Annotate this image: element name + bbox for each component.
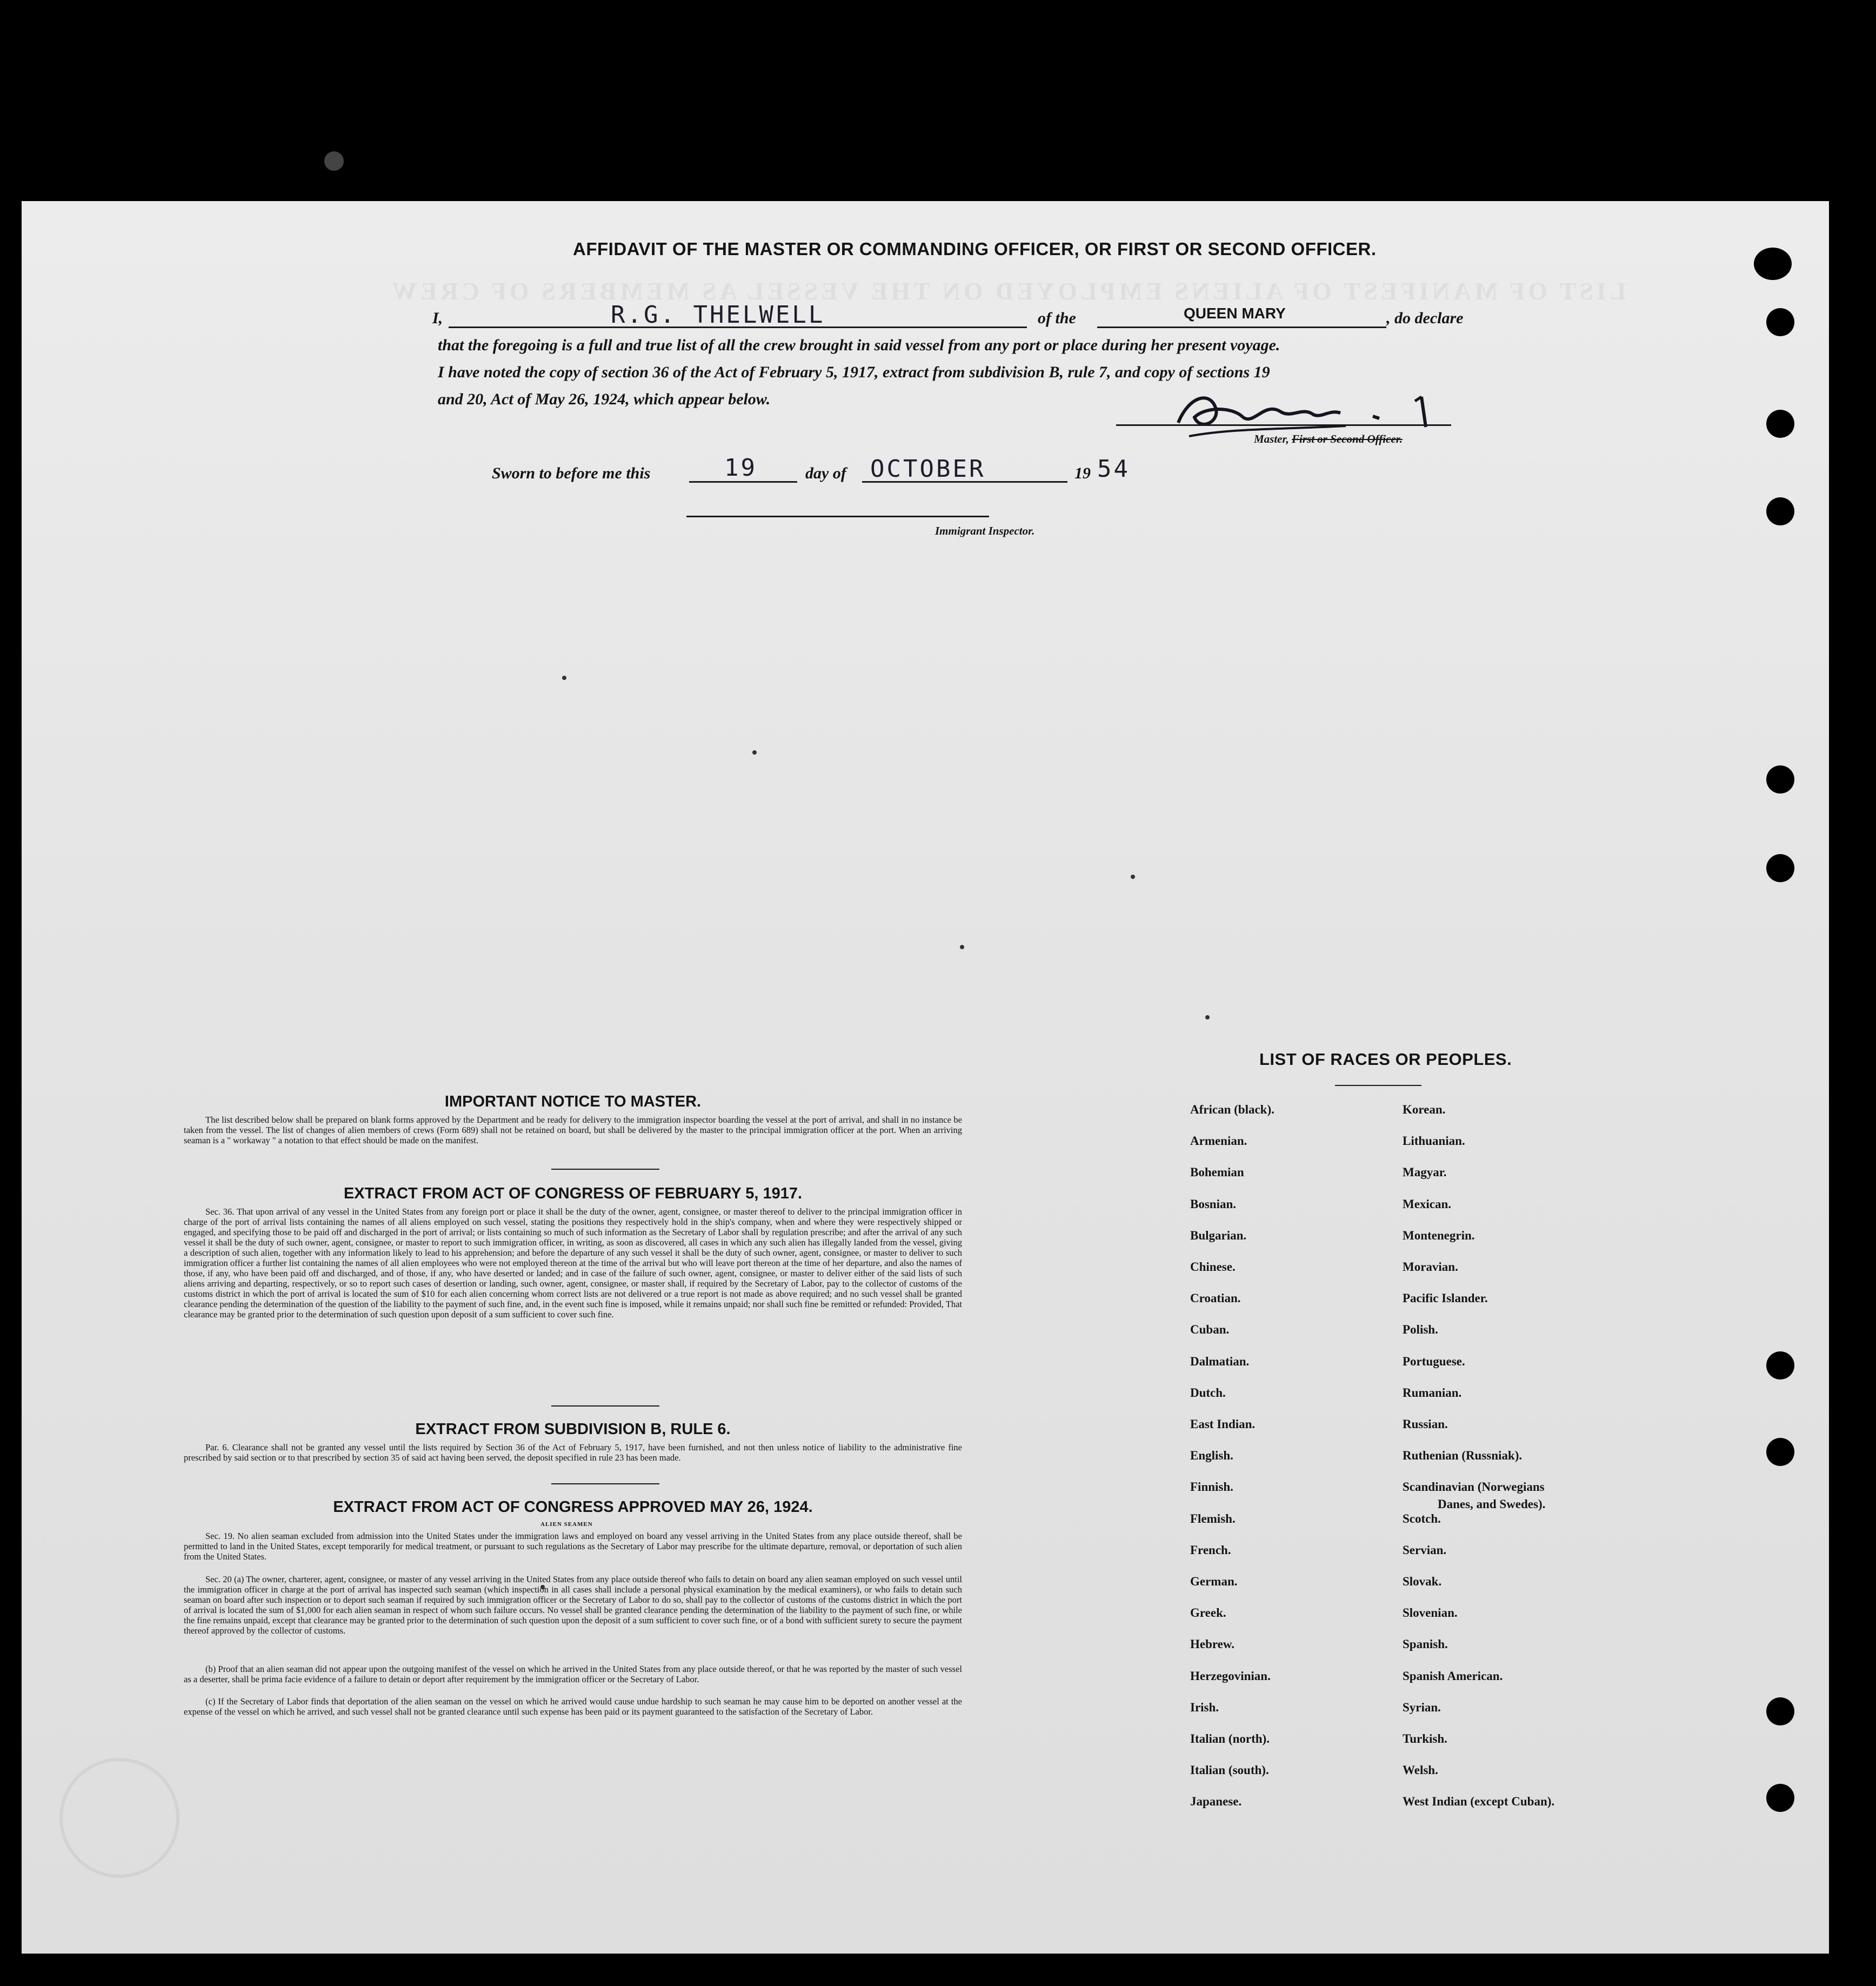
race-item: Portuguese.: [1403, 1354, 1465, 1368]
race-item: Spanish American.: [1403, 1669, 1503, 1683]
sworn-label: Sworn to before me this: [492, 464, 651, 482]
binder-hole: [1766, 854, 1794, 882]
race-item: Bohemian: [1190, 1165, 1244, 1179]
vessel-name-line: [1097, 326, 1386, 328]
scanner-dust-mark: [324, 151, 344, 171]
binder-hole: [1766, 308, 1794, 336]
extract-1924-heading: EXTRACT FROM ACT OF CONGRESS APPROVED MAY 26, 1924.: [333, 1498, 813, 1516]
race-item: East Indian.: [1190, 1417, 1256, 1431]
race-item: Cuban.: [1190, 1323, 1230, 1337]
race-item: Ruthenian (Russniak).: [1403, 1449, 1523, 1463]
race-item: Lithuanian.: [1403, 1134, 1465, 1148]
rule-6-heading: EXTRACT FROM SUBDIVISION B, RULE 6.: [415, 1421, 731, 1438]
race-item: Bulgarian.: [1190, 1228, 1247, 1242]
affidavit-line-4: and 20, Act of May 26, 1924, which appear below.: [438, 390, 771, 408]
binder-hole: [1766, 765, 1794, 794]
sworn-day-of: day of: [805, 464, 846, 482]
race-item: Moravian.: [1403, 1260, 1458, 1274]
race-item: Polish.: [1403, 1323, 1438, 1337]
race-item: Greek.: [1190, 1606, 1226, 1620]
race-item: Croatian.: [1190, 1291, 1241, 1305]
race-item: Bosnian.: [1190, 1197, 1237, 1211]
vessel-name: QUEEN MARY: [1184, 305, 1286, 322]
race-item: Japanese.: [1190, 1795, 1242, 1809]
sworn-month: OCTOBER: [870, 455, 986, 483]
alien-seamen-subheading: ALIEN SEAMEN: [540, 1521, 593, 1528]
race-item: Scandinavian (Norwegians: [1403, 1480, 1545, 1494]
stray-mark: [1131, 875, 1135, 879]
signature-line: [1116, 424, 1451, 426]
affidavit-heading: AFFIDAVIT OF THE MASTER OR COMMANDING OFFICER, OR FIRST OR SECOND OFFICER.: [573, 239, 1377, 259]
manifest-page: [22, 201, 1829, 1954]
separator: [551, 1169, 659, 1170]
sworn-day: 19: [724, 454, 757, 482]
race-item: Servian.: [1403, 1543, 1447, 1557]
race-item: Herzegovinian.: [1190, 1669, 1271, 1683]
race-item: Armenian.: [1190, 1134, 1247, 1148]
embossed-seal: [59, 1758, 179, 1878]
race-item: Finnish.: [1190, 1480, 1233, 1494]
binder-hole: [1766, 497, 1794, 525]
binder-hole: [1754, 248, 1792, 280]
race-item: Pacific Islander.: [1403, 1291, 1488, 1305]
races-heading-rule: [1335, 1085, 1421, 1086]
race-item: Korean.: [1403, 1103, 1446, 1116]
stray-mark: [562, 676, 566, 680]
race-item: English.: [1190, 1449, 1233, 1463]
sec-20c-text: (c) If the Secretary of Labor finds that deportation of the alien seaman on the vessel on which he arrived would cause undue hardship to such seaman he may cause him to be deported on another vessel at the expense of the vessel on which he arrived, and such vessel shall not be granted clearance until such expense has been paid or its payment guaranteed to the satisfaction of the Secretary of Labor.: [184, 1696, 962, 1717]
sworn-year-suffix: 54: [1097, 455, 1130, 483]
race-item: Russian.: [1403, 1417, 1448, 1431]
caption-struck-officer: First or Second Officer.: [1292, 432, 1403, 445]
race-item: German.: [1190, 1575, 1238, 1588]
race-item: Welsh.: [1403, 1763, 1438, 1777]
binder-hole: [1766, 1351, 1794, 1379]
race-item: Spanish.: [1403, 1637, 1448, 1651]
race-item: French.: [1190, 1543, 1231, 1557]
extract-1917-heading: EXTRACT FROM ACT OF CONGRESS OF FEBRUARY 5, 1917.: [343, 1185, 803, 1202]
binder-hole: [1766, 1697, 1794, 1725]
stray-mark: [752, 750, 757, 755]
races-heading: LIST OF RACES OR PEOPLES.: [1259, 1050, 1512, 1069]
race-item: Dalmatian.: [1190, 1354, 1250, 1368]
race-item: Turkish.: [1403, 1732, 1447, 1745]
race-item: Mexican.: [1403, 1197, 1452, 1211]
race-item: Montenegrin.: [1403, 1228, 1475, 1242]
binder-hole: [1766, 1438, 1794, 1466]
race-item: Rumanian.: [1403, 1385, 1462, 1399]
race-item: Italian (north).: [1190, 1732, 1270, 1745]
sec-20a-text: Sec. 20 (a) The owner, charterer, agent, consignee, or master of any vessel arriving in the United States from any place outside thereof who fails to detain on board any alien seaman employed on such vessel until the immigration officer in charge at the port of arrival has inspected such seaman (which inspection in all cases shall include a personal physical examination by the medical examiners), or who fails to detain such seaman on board after such inspection or to deport such seaman if required by such immigration officer or the Secretary of Labor to do so, shall pay to the collector of customs of the customs district in which the port of arrival is located the sum of $1,000 for each alien seaman in respect of whom such failure occurs. No vessel shall be granted clearance pending the determination of the liability to the payment of such fine, or while the fine remains unpaid, except that clearance may be granted prior to the determination of such question upon the deposit of a sum sufficient to cover such fine, or of a bond with sufficient surety to secure the payment thereof approved by the collector of customs.: [184, 1574, 962, 1636]
race-item: Flemish.: [1190, 1511, 1236, 1525]
notice-text: The list described below shall be prepared on blank forms approved by the Department and be ready for delivery to the immigration inspector boarding the vessel at the port of arrival, and shall in no instance be taken from the vessel. The list of changes of alien members of crews (Form 689) shall not be retained on board, but shall be delivered by the master to the principal immigration officer at the port. When an arriving seaman is a " workaway " a notation to that effect should be made on the manifest.: [184, 1115, 962, 1145]
stray-mark: [1205, 1015, 1210, 1019]
binder-hole: [1766, 1784, 1794, 1812]
race-item: Slovak.: [1403, 1575, 1442, 1588]
sec-20b-text: (b) Proof that an alien seaman did not appear upon the outgoing manifest of the vessel on which he arrived in the United States from any place outside thereof, or that he was reported by the master of such vessel as a deserter, shall be prima facie evidence of a failure to detain or deport after requirement by the immigration officer or the Secretary of Labor.: [184, 1664, 962, 1684]
race-item: Irish.: [1190, 1700, 1219, 1714]
affidavit-i-label: I,: [432, 309, 443, 327]
race-continuation: Danes, and Swedes).: [1438, 1497, 1546, 1511]
affidavit-of-the: of the: [1038, 309, 1076, 327]
separator: [551, 1483, 659, 1484]
race-item: Magyar.: [1403, 1165, 1447, 1179]
signature-caption: [1254, 432, 1403, 446]
sec-19-text: Sec. 19. No alien seaman excluded from admission into the United States under the immigration laws and employed on board any vessel arriving in the United States from any place outside thereof, shall be permitted to land in the United States, except temporarily for medical treatment, or pursuant to such regulations as the Secretary of Labor may prescribe for the ultimate departure, removal, or deportation of such alien from the United States.: [184, 1531, 962, 1562]
race-item: Dutch.: [1190, 1385, 1226, 1399]
binder-hole: [1766, 410, 1794, 438]
affidavit-line-3: I have noted the copy of section 36 of the Act of February 5, 1917, extract from subdivision B, rule 7, and copy of sections 19: [438, 363, 1270, 381]
race-item: Slovenian.: [1403, 1606, 1458, 1620]
race-item: Italian (south).: [1190, 1763, 1269, 1777]
notice-heading: IMPORTANT NOTICE TO MASTER.: [444, 1093, 702, 1110]
race-item: West Indian (except Cuban).: [1403, 1795, 1555, 1809]
separator: [551, 1405, 659, 1407]
affidavit-line-2: that the foregoing is a full and true list of all the crew brought in said vessel from any port or place during her present voyage.: [438, 336, 1280, 354]
rule-6-text: Par. 6. Clearance shall not be granted any vessel until the lists required by Section 36 of the Act of February 5, 1917, have been furnished, and not then unless notice of liability to the administrative fine prescribed by said section or to that prescribed by section 35 of said act having been served, the deposit specified in rule 23 has been made.: [184, 1442, 962, 1463]
race-item: African (black).: [1190, 1103, 1274, 1116]
race-item: Syrian.: [1403, 1700, 1441, 1714]
race-item: Hebrew.: [1190, 1637, 1234, 1651]
caption-master: Master,: [1254, 432, 1289, 445]
extract-1917-text: Sec. 36. That upon arrival of any vessel in the United States from any foreign port or place it shall be the duty of the owner, agent, consignee, or master thereof to deliver to the principal immigration officer in charge of the port of arrival lists containing the names of all aliens employed on such vessel, stating the positions they respectively hold in the ship's company, when and where they were respectively shipped or engaged, and specifying those to be paid off and discharged in the port of arrival; or lists containing so much of such information as the Secretary of Labor shall by regulation prescribe; and after the arrival of any such vessel it shall be the duty of such owner, agent, consignee, or master to report to such immigration officer, in writing, as soon as discovered, all cases in which any such alien has illegally landed from the vessel, giving a description of such alien, together with any information likely to lead to his apprehension; and before the departure of any such vessel it shall be the duty of such owner, agent, consignee, or master to deliver to such immigration officer a further list containing the names of all alien employees who were not employed thereon at the time of the arrival but who will leave port thereon at the time of her departure, and also the names of those, if any, who have been paid off and discharged, and of those, if any, who have deserted or landed; and in case of the failure of such owner, agent, consignee, or master to deliver either of the said lists of such aliens arriving and departing, respectively, or so to report such cases of desertion or landing, such owner, agent, consignee, or master shall, if required by the Secretary of Labor, pay to the collector of customs of the customs district in which the port of arrival is located the sum of $10 for each alien concerning whom correct lists are not delivered or a true report is not made as above required; and no such vessel shall be granted clearance pending the determination of the question of the liability to the payment of such fine, and, in the event such fine is imposed, while it remains unpaid; nor shall such fine be remitted or refunded: Provided, That clearance may be granted prior to the determination of such question upon deposit of a sum sufficient to cover such fine.: [184, 1207, 962, 1319]
inspector-signature-line: [686, 516, 989, 517]
bleed-through-text: LIST OF MANIFEST OF ALIENS EMPLOYED ON THE VESSEL AS MEMBERS OF CREW: [389, 277, 1626, 305]
race-item: Chinese.: [1190, 1260, 1236, 1274]
affidavit-do-declare: , do declare: [1386, 309, 1464, 327]
stray-mark: [960, 945, 964, 949]
sworn-year-prefix: 19: [1074, 464, 1091, 482]
master-name-handwritten: R.G. THELWELL: [611, 301, 825, 329]
inspector-caption: Immigrant Inspector.: [935, 524, 1035, 537]
race-item: Scotch.: [1403, 1511, 1441, 1525]
